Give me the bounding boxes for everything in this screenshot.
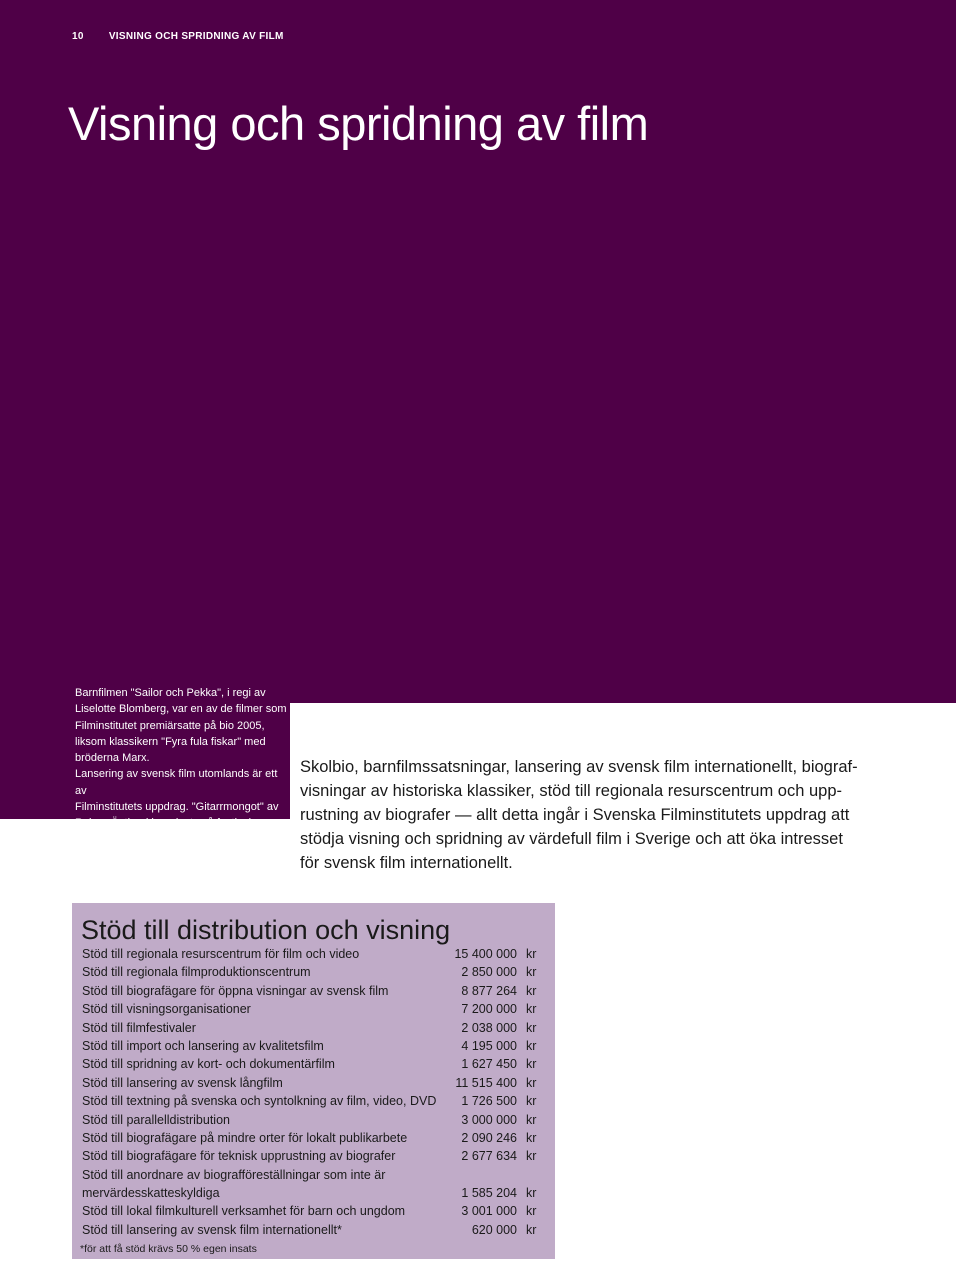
- row-label: Stöd till parallelldistribution: [82, 1112, 230, 1127]
- row-currency: kr: [526, 1204, 537, 1219]
- row-amount: 3 000 000: [461, 1112, 517, 1127]
- row-label: Stöd till filmfestivaler: [82, 1020, 196, 1035]
- row-currency: kr: [526, 1149, 537, 1164]
- support-table: [82, 947, 542, 1241]
- row-label: Stöd till biografägare för teknisk upprustning av biografer: [82, 1149, 396, 1164]
- row-currency: kr: [526, 1020, 537, 1035]
- table-row: [82, 1002, 542, 1020]
- caption-line: Filminstitutet premiärsatte på bio 2005,: [75, 719, 265, 732]
- caption-line: Lansering av svensk film utomlands är ett av: [75, 768, 278, 797]
- page-title: Visning och spridning av film: [68, 97, 649, 150]
- caption-line: världen över.: [75, 833, 138, 846]
- row-amount: 1 585 204: [461, 1186, 517, 1201]
- row-amount: 8 877 264: [461, 983, 517, 998]
- row-amount: 2 850 000: [461, 965, 517, 980]
- row-label: Stöd till lokal filmkulturell verksamhet för barn och ungdom: [82, 1204, 406, 1219]
- lead-paragraph: [300, 755, 900, 875]
- row-label: Stöd till biografägare för öppna visningar av svensk film: [82, 983, 389, 998]
- row-label: Stöd till lansering av svensk film internationellt*: [82, 1222, 342, 1237]
- lead-line: för svensk film internationellt.: [300, 854, 513, 872]
- row-label: Stöd till regionala filmproduktionscentrum: [82, 965, 311, 980]
- row-amount: 620 000: [471, 1222, 517, 1237]
- row-currency: kr: [526, 1130, 537, 1145]
- table-row: [82, 1113, 542, 1131]
- row-currency: kr: [526, 947, 537, 961]
- row-label: Stöd till textning på svenska och syntolkning av film, video, DVD: [82, 1094, 437, 1109]
- lead-line: rustning av biografer — allt detta ingår i Svenska Filminstitutets uppdrag att: [300, 806, 850, 824]
- support-table-box: [72, 903, 555, 1259]
- row-amount: 11 515 400: [455, 1075, 517, 1090]
- row-label: Stöd till regionala resurscentrum för film och video: [82, 947, 360, 961]
- row-amount: 2 038 000: [461, 1020, 517, 1035]
- table-footnote: *för att få stöd krävs 50 % egen insats: [80, 1243, 257, 1255]
- table-row: [82, 1094, 542, 1112]
- support-table-title: Stöd till distribution och visning: [81, 915, 451, 945]
- row-currency: kr: [526, 1057, 537, 1072]
- row-label: Stöd till spridning av kort- och dokumentärfilm: [82, 1057, 335, 1072]
- table-row: [82, 1039, 542, 1057]
- table-row: [82, 984, 542, 1002]
- row-currency: kr: [526, 1038, 537, 1053]
- table-row: [82, 1186, 542, 1204]
- caption-line: Ruben Östlund har visats på festivaler: [75, 817, 261, 830]
- row-currency: kr: [526, 965, 537, 980]
- row-currency: kr: [526, 1222, 537, 1237]
- row-currency: kr: [526, 983, 537, 998]
- row-label: Stöd till lansering av svensk långfilm: [82, 1075, 283, 1090]
- row-currency: kr: [526, 1094, 537, 1109]
- row-currency: kr: [526, 1186, 537, 1201]
- row-currency: kr: [526, 1002, 537, 1017]
- caption-line: Liselotte Blomberg, var en av de filmer som: [75, 703, 287, 716]
- caption-line: Filminstitutets uppdrag. "Gitarrmongot" av: [75, 801, 279, 814]
- row-label: Stöd till import och lansering av kvalitetsfilm: [82, 1038, 324, 1053]
- row-label: Stöd till visningsorganisationer: [82, 1002, 251, 1017]
- row-amount: 1 627 450: [461, 1057, 517, 1072]
- lead-line: stödja visning och spridning av värdefull film i Sverige och att öka intresset: [300, 830, 843, 848]
- table-row: [82, 965, 542, 983]
- row-label: Stöd till biografägare på mindre orter för lokalt publikarbete: [82, 1130, 408, 1145]
- table-row: [82, 1204, 542, 1222]
- running-header: [72, 31, 284, 42]
- table-row: [82, 1131, 542, 1149]
- row-amount: 4 195 000: [461, 1038, 517, 1053]
- table-row: [82, 1168, 542, 1186]
- lead-line: Skolbio, barnfilmssatsningar, lansering av svensk film internationellt, biograf-: [300, 758, 858, 776]
- row-amount: 2 090 246: [461, 1130, 517, 1145]
- table-row: [82, 1076, 542, 1094]
- row-amount: 15 400 000: [454, 947, 517, 961]
- row-label: mervärdesskatteskyldiga: [82, 1186, 220, 1201]
- lead-line: visningar av historiska klassiker, stöd till regionala resurscentrum och upp-: [300, 782, 842, 800]
- row-amount: 1 726 500: [461, 1094, 517, 1109]
- page-number: 10: [72, 31, 84, 42]
- row-amount: 7 200 000: [461, 1002, 517, 1017]
- table-row: [82, 1057, 542, 1075]
- row-amount: 3 001 000: [461, 1204, 517, 1219]
- table-row: [82, 1021, 542, 1039]
- caption-line: liksom klassikern "Fyra fula fiskar" med: [75, 735, 266, 748]
- table-row: [82, 1223, 542, 1241]
- row-currency: kr: [526, 1075, 537, 1090]
- photo-caption: [75, 685, 287, 848]
- section-name: VISNING OCH SPRIDNING AV FILM: [108, 31, 284, 42]
- caption-line: bröderna Marx.: [75, 752, 150, 765]
- row-currency: kr: [526, 1112, 537, 1127]
- row-amount: 2 677 634: [461, 1149, 517, 1164]
- table-row: [82, 1149, 542, 1167]
- caption-line: Barnfilmen "Sailor och Pekka", i regi av: [75, 687, 266, 699]
- row-label: Stöd till anordnare av biografföreställningar som inte är: [82, 1167, 386, 1182]
- table-row: [82, 947, 542, 965]
